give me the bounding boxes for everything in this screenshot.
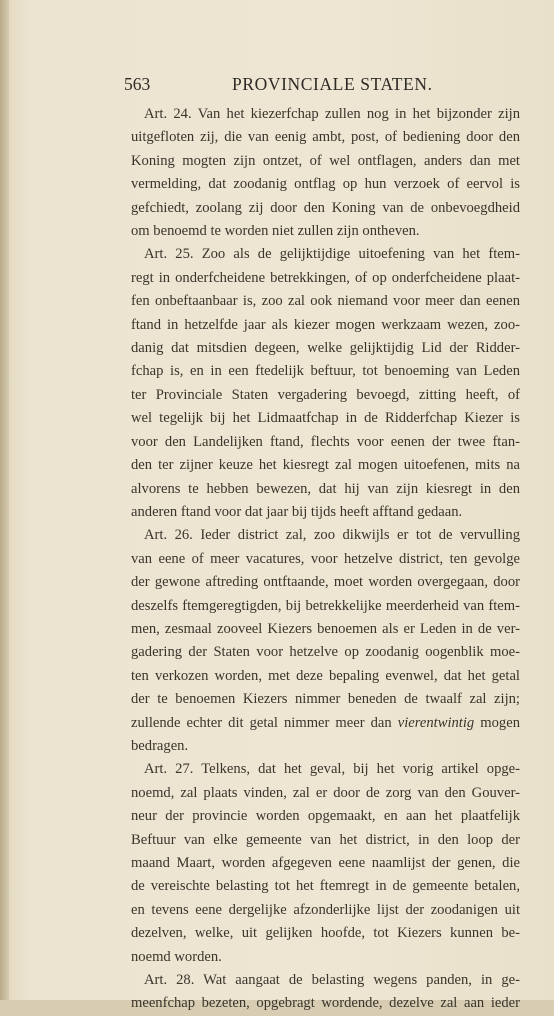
- text-line: voor den Landelijken ftand, flechts voor eenen der twee ftan-: [131, 433, 520, 450]
- article-25: [131, 243, 520, 524]
- text-line: der te benoemen Kiezers nimmer beneden de twaalf zal zijn;: [131, 691, 520, 708]
- body-text: [131, 103, 520, 1016]
- text-line: danig dat mitsdien degeen, welke gelijktijdig Lid der Ridder-: [131, 340, 520, 357]
- text-line: anderen ftand voor dat jaar bij tijds heeft afftand gedaan.: [131, 503, 463, 520]
- page-gutter: [0, 0, 9, 1000]
- page-title: PROVINCIALE STATEN.: [232, 74, 433, 94]
- text-line: Art. 25. Zoo als de gelijktijdige uitoefening van het ftem-: [144, 246, 520, 263]
- text-line: van eene of meer vacatures, voor hetzelve district, ten gevolge: [131, 550, 520, 567]
- text-line: men, zesmaal zooveel Kiezers benoemen als er Leden in de ver-: [131, 620, 520, 637]
- text-line: vermelding, dat zoodanig ontflag op hun verzoek of eervol is: [131, 176, 520, 193]
- text-line: om benoemd te worden niet zullen zijn ontheven.: [131, 223, 420, 240]
- article-26: [131, 524, 520, 758]
- text-line: bedragen.: [131, 737, 189, 754]
- text-line: Art. 27. Telkens, dat het geval, bij het vorig artikel opge-: [144, 761, 520, 778]
- text-line: gadering der Staten voor hetzelve op zoodanig oogenblik moe-: [131, 644, 520, 661]
- text-line: neur der provincie worden opgemaakt, en aan het plaatfelijk: [131, 808, 520, 825]
- text-line: alvorens te hebben bewezen, dat hij van zijn kiesregt in den: [131, 480, 520, 497]
- article-24: [131, 103, 520, 243]
- text-line: fchap is, en in een ftedelijk beftuur, tot benoeming van Leden: [131, 363, 520, 380]
- text-line: ter Provinciale Staten vergadering bevoegd, zitting heeft, of: [131, 386, 520, 403]
- text-line: gefchiedt, zoolang zij door den Koning van de onbevoegdheid: [131, 199, 520, 216]
- text-fragment: zullende echter dit getal nimmer meer dan: [131, 714, 392, 731]
- text-line: uitgefloten zij, die van eenig ambt, post, of bediening door den: [131, 129, 520, 146]
- page-number: 563: [124, 74, 151, 94]
- text-line: en tevens eene dergelijke afzonderlijke lijst der zoodanigen uit: [131, 901, 520, 918]
- text-line: ftand in hetzelfde jaar als kiezer mogen werkzaam wezen, zoo-: [131, 316, 520, 333]
- italic-word: vierentwintig: [397, 714, 475, 731]
- text-line: de vereischte belasting tot het ftemregt in de gemeente betalen,: [131, 878, 520, 895]
- text-line: fen onbeftaanbaar is, zoo zal ook niemand voor meer dan eenen: [131, 293, 520, 310]
- article-28: [131, 969, 520, 1016]
- text-line: noemd worden.: [131, 948, 222, 965]
- text-line: Art. 26. Ieder district zal, zoo dikwijls er tot de vervulling: [144, 527, 520, 544]
- text-line: Art. 28. Wat aangaat de belasting wegens panden, in ge-: [144, 972, 520, 989]
- text-line: deszelfs ftemgeregtigden, bij betrekkelijke meerderheid van ftem-: [131, 597, 520, 614]
- text-fragment: mogen: [480, 714, 520, 731]
- text-line: den ter zijner keuze het kiesregt zal mogen uitoefenen, mits na: [131, 457, 520, 474]
- text-line: wel tegelijk bij het Lidmaatfchap in de Ridderfchap Kiezer is: [131, 410, 520, 427]
- text-line: Koning mogten zijn ontzet, of wel ontflagen, anders dan met: [131, 152, 520, 169]
- text-line: Beftuur van elke gemeente van het district, in den loop der: [131, 831, 520, 848]
- running-head: [124, 74, 524, 100]
- text-line: ten verkozen worden, met deze bepaling evenwel, dat het getal: [131, 667, 520, 684]
- text-line: [131, 712, 520, 735]
- text-line: regt in onderfcheidene betrekkingen, of op onderfcheidene plaat-: [131, 269, 520, 286]
- text-line: maand Maart, worden afgegeven eene naamlijst der genen, die: [131, 855, 520, 871]
- article-27: [131, 758, 520, 969]
- text-line: meenfchap bezeten, opgebragt wordende, dezelve zal aan ieder: [131, 995, 520, 1012]
- text-line: dezelven, welke, uit gelijken hoofde, tot Kiezers kunnen be-: [131, 925, 520, 942]
- text-line: der gewone aftreding ontftaande, moet worden overgegaan, door: [131, 574, 520, 591]
- text-line: noemd, zal plaats vinden, zal er door de zorg van den Gouver-: [131, 784, 520, 801]
- text-line: Art. 24. Van het kiezerfchap zullen nog in het bijzonder zijn: [144, 106, 520, 122]
